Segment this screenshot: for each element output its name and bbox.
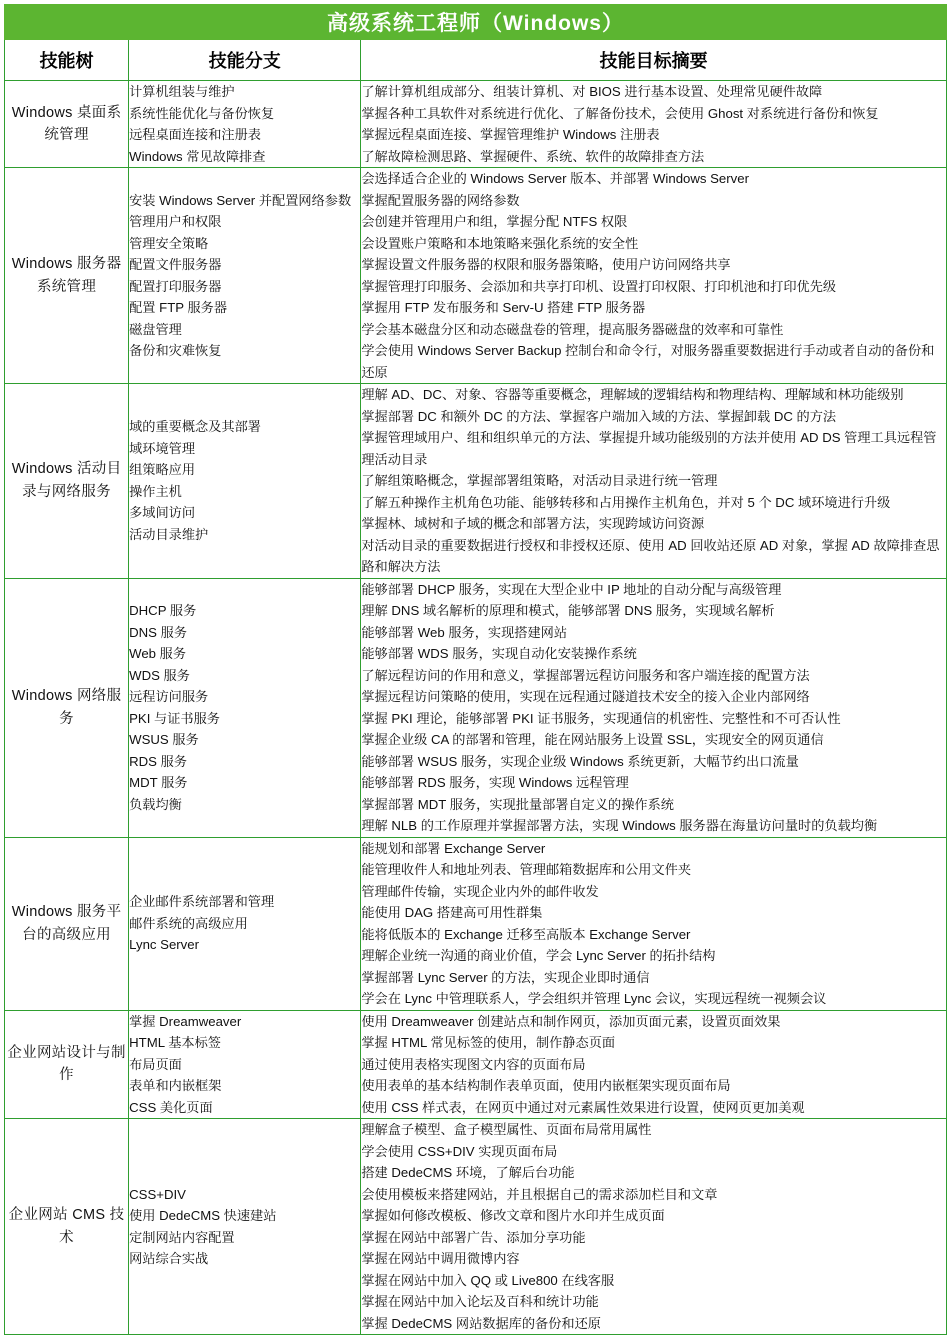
list-item: 操作主机 <box>129 483 182 499</box>
skill-branch-list <box>129 1010 361 1119</box>
list-item: 能将低版本的 Exchange 迁移至高版本 Exchange Server <box>361 926 691 942</box>
list-item: 备份和灾难恢复 <box>129 343 222 358</box>
list-item: 企业邮件系统部署和管理 <box>129 894 275 910</box>
list-item: 理解 DNS 域名解析的原理和模式，能够部署 DNS 服务，实现域名解析 <box>361 603 775 618</box>
branch-items <box>129 1011 360 1119</box>
list-item: 计算机组装与维护 <box>129 84 235 99</box>
list-item: 掌握企业级 CA 的部署和管理，能在网站服务上设置 SSL，实现安全的网页通信 <box>361 732 824 747</box>
list-item: 多域间访问 <box>129 505 196 521</box>
list-item: 能够部署 DHCP 服务，实现在大型企业中 IP 地址的自动分配与高级管理 <box>361 581 782 597</box>
list-item: 磁盘管理 <box>129 321 182 337</box>
goal-items <box>361 579 946 837</box>
list-item: 了解组策略概念，掌握部署组策略，对活动目录进行统一管理 <box>361 473 718 488</box>
list-item: 学会基本磁盘分区和动态磁盘卷的管理，提高服务器磁盘的效率和可靠性 <box>361 321 784 337</box>
skill-branch-list <box>129 837 361 1010</box>
skill-branch-list <box>129 384 361 579</box>
list-item: 管理邮件传输，实现企业内外的邮件收发 <box>361 883 599 899</box>
list-item: 掌握在网站中调用微博内容 <box>361 1251 520 1266</box>
header-skill-goal: 技能目标摘要 <box>361 40 947 81</box>
list-item: 使用 DedeCMS 快速建站 <box>129 1208 277 1223</box>
list-item: 了解故障检测思路、掌握硬件、系统、软件的故障排查方法 <box>361 148 705 164</box>
goal-items <box>361 1119 946 1334</box>
list-item: RDS 服务 <box>129 753 188 769</box>
branch-items <box>129 1184 360 1270</box>
skill-branch-list <box>129 1119 361 1335</box>
list-item: PKI 与证书服务 <box>129 710 220 726</box>
skill-branch-list <box>129 81 361 168</box>
list-item: CSS 美化页面 <box>129 1099 213 1115</box>
skill-goal-list <box>361 837 947 1010</box>
list-item: 组策略应用 <box>129 462 196 478</box>
branch-items <box>129 190 360 362</box>
list-item: 掌握如何修改模板、修改文章和图片水印并生成页面 <box>361 1208 665 1223</box>
skill-goal-list <box>361 1010 947 1119</box>
list-item: 掌握管理打印服务、会添加和共享打印机、设置打印权限、打印机池和打印优先级 <box>361 278 837 294</box>
list-item: 定制网站内容配置 <box>129 1229 235 1245</box>
list-item: 学会使用 CSS+DIV 实现页面布局 <box>361 1143 558 1159</box>
goal-items <box>361 81 946 167</box>
skill-branch-list <box>129 168 361 384</box>
branch-items <box>129 600 360 815</box>
list-item: 会使用模板来搭建网站，并且根据自己的需求添加栏目和文章 <box>361 1186 718 1202</box>
header-skill-branch: 技能分支 <box>129 40 361 81</box>
list-item: Web 服务 <box>129 646 187 661</box>
page-title: 高级系统工程师（Windows） <box>5 5 947 40</box>
skill-tree-name: Windows 服务平台的高级应用 <box>5 837 129 1010</box>
list-item: 掌握在网站中加入 QQ 或 Live800 在线客服 <box>361 1272 615 1288</box>
list-item: WSUS 服务 <box>129 732 199 747</box>
list-item: 掌握在网站中加入论坛及百科和统计功能 <box>361 1294 599 1309</box>
list-item: CSS+DIV <box>129 1186 186 1202</box>
goal-items <box>361 168 946 383</box>
list-item: 掌握用 FTP 发布服务和 Serv-U 搭建 FTP 服务器 <box>361 300 646 315</box>
list-item: 掌握管理域用户、组和组织单元的方法、掌握提升域功能级别的方法并使用 AD DS 管理工具远程管理活动目录 <box>361 430 937 467</box>
goal-items <box>361 838 946 1010</box>
table-row <box>5 168 947 384</box>
list-item: 远程访问服务 <box>129 689 209 704</box>
list-item: 掌握设置文件服务器的权限和服务器策略，使用户访问网络共享 <box>361 257 731 272</box>
table-row <box>5 837 947 1010</box>
list-item: 表单和内嵌框架 <box>129 1078 222 1093</box>
list-item: 配置 FTP 服务器 <box>129 300 228 315</box>
list-item: 掌握远程桌面连接、掌握管理维护 Windows 注册表 <box>361 127 660 142</box>
list-item: 搭建 DedeCMS 环境，了解后台功能 <box>361 1165 575 1180</box>
skill-tree-name: Windows 桌面系统管理 <box>5 81 129 168</box>
table-row <box>5 1010 947 1119</box>
list-item: MDT 服务 <box>129 775 188 790</box>
list-item: 域的重要概念及其部署 <box>129 419 261 435</box>
skill-goal-list <box>361 578 947 837</box>
list-item: Lync Server <box>129 937 199 953</box>
skill-tree-name: Windows 网络服务 <box>5 578 129 837</box>
list-item: 掌握 HTML 常见标签的使用，制作静态页面 <box>361 1035 616 1050</box>
list-item: 掌握林、域树和子域的概念和部署方法，实现跨域访问资源 <box>361 516 705 531</box>
table-row <box>5 1119 947 1335</box>
list-item: WDS 服务 <box>129 667 190 683</box>
list-item: 安装 Windows Server 并配置网络参数 <box>129 192 352 208</box>
list-item: 掌握 DedeCMS 网站数据库的备份和还原 <box>361 1315 601 1331</box>
list-item: 学会使用 Windows Server Backup 控制台和命令行，对服务器重要数据进行手动或者自动的备份和还原 <box>361 343 935 380</box>
list-item: 对活动目录的重要数据进行授权和非授权还原、使用 AD 回收站还原 AD 对象，掌握 AD 故障排查思路和解决方法 <box>361 537 940 574</box>
list-item: 活动目录维护 <box>129 526 209 542</box>
skill-goal-list <box>361 1119 947 1335</box>
list-item: 会设置账户策略和本地策略来强化系统的安全性 <box>361 235 639 251</box>
list-item: 掌握部署 DC 和额外 DC 的方法、掌握客户端加入域的方法、掌握卸载 DC 的方法 <box>361 408 837 424</box>
list-item: 理解企业统一沟通的商业价值，学会 Lync Server 的拓扑结构 <box>361 948 716 963</box>
list-item: 会选择适合企业的 Windows Server 版本、并部署 Windows Server <box>361 171 749 186</box>
list-item: 能使用 DAG 搭建高可用性群集 <box>361 905 543 920</box>
skill-tree-name: 企业网站 CMS 技术 <box>5 1119 129 1335</box>
list-item: 配置文件服务器 <box>129 257 222 272</box>
list-item: 掌握远程访问策略的使用，实现在远程通过隧道技术安全的接入企业内部网络 <box>361 689 810 704</box>
list-item: 学会在 Lync 中管理联系人，学会组织并管理 Lync 会议，实现远程统一视频会议 <box>361 991 827 1006</box>
skill-goal-list <box>361 168 947 384</box>
skill-tree-name: Windows 活动目录与网络服务 <box>5 384 129 579</box>
goal-items <box>361 384 946 578</box>
list-item: 能够部署 WSUS 服务，实现企业级 Windows 系统更新，大幅节约出口流量 <box>361 753 799 769</box>
list-item: 掌握部署 Lync Server 的方法，实现企业即时通信 <box>361 969 650 985</box>
list-item: 通过使用表格实现图文内容的页面布局 <box>361 1056 586 1072</box>
branch-items <box>129 416 360 545</box>
goal-items <box>361 1011 946 1119</box>
table-title-row <box>5 5 947 40</box>
list-item: 系统性能优化与备份恢复 <box>129 105 275 121</box>
list-item: 使用 Dreamweaver 创建站点和制作网页，添加页面元素，设置页面效果 <box>361 1013 781 1029</box>
list-item: 负载均衡 <box>129 796 182 812</box>
header-skill-tree: 技能树 <box>5 40 129 81</box>
list-item: 掌握在网站中部署广告、添加分享功能 <box>361 1229 586 1245</box>
list-item: 使用表单的基本结构制作表单页面，使用内嵌框架实现页面布局 <box>361 1078 731 1093</box>
table-row <box>5 578 947 837</box>
list-item: 布局页面 <box>129 1056 182 1072</box>
skill-branch-list <box>129 578 361 837</box>
list-item: 了解远程访问的作用和意义，掌握部署远程访问服务和客户端连接的配置方法 <box>361 667 810 683</box>
list-item: 配置打印服务器 <box>129 278 222 294</box>
list-item: 掌握 PKI 理论，能够部署 PKI 证书服务，实现通信的机密性、完整性和不可否认性 <box>361 710 841 726</box>
list-item: 会创建并管理用户和组，掌握分配 NTFS 权限 <box>361 214 628 229</box>
skill-goal-list <box>361 81 947 168</box>
list-item: 了解五种操作主机角色功能、能够转移和占用操作主机角色，并对 5 个 DC 域环境进行升级 <box>361 494 891 510</box>
branch-items <box>129 81 360 167</box>
list-item: 能够部署 WDS 服务，实现自动化安装操作系统 <box>361 646 637 661</box>
list-item: 管理用户和权限 <box>129 214 222 229</box>
skill-table <box>4 4 947 1335</box>
list-item: 网站综合实战 <box>129 1251 209 1266</box>
list-item: DNS 服务 <box>129 624 188 640</box>
list-item: 能够部署 RDS 服务，实现 Windows 远程管理 <box>361 775 629 790</box>
table-header-row <box>5 40 947 81</box>
list-item: 管理安全策略 <box>129 235 209 251</box>
skill-tree-name: Windows 服务器系统管理 <box>5 168 129 384</box>
list-item: 掌握各种工具软件对系统进行优化、了解备份技术，会使用 Ghost 对系统进行备份和恢复 <box>361 105 879 121</box>
table-row <box>5 384 947 579</box>
list-item: 邮件系统的高级应用 <box>129 915 248 931</box>
list-item: Windows 常见故障排查 <box>129 148 266 164</box>
table-row <box>5 81 947 168</box>
skill-tree-name: 企业网站设计与制作 <box>5 1010 129 1119</box>
list-item: 远程桌面连接和注册表 <box>129 127 261 142</box>
list-item: 理解盒子模型、盒子模型属性、页面布局常用属性 <box>361 1122 652 1137</box>
list-item: 能规划和部署 Exchange Server <box>361 840 546 856</box>
list-item: 掌握配置服务器的网络参数 <box>361 192 520 208</box>
list-item: 掌握 Dreamweaver <box>129 1013 242 1029</box>
list-item: DHCP 服务 <box>129 603 197 618</box>
list-item: 能管理收件人和地址列表、管理邮箱数据库和公用文件夹 <box>361 862 692 877</box>
list-item: 域环境管理 <box>129 440 196 456</box>
list-item: 掌握部署 MDT 服务，实现批量部署自定义的操作系统 <box>361 796 674 812</box>
branch-items <box>129 891 360 956</box>
list-item: 了解计算机组成部分、组装计算机、对 BIOS 进行基本设置、处理常见硬件故障 <box>361 84 823 99</box>
skill-goal-list <box>361 384 947 579</box>
list-item: 理解 AD、DC、对象、容器等重要概念，理解域的逻辑结构和物理结构、理解域和林功能级别 <box>361 387 904 402</box>
list-item: HTML 基本标签 <box>129 1035 221 1050</box>
list-item: 理解 NLB 的工作原理并掌握部署方法，实现 Windows 服务器在海量访问量时的负载均衡 <box>361 818 878 833</box>
list-item: 能够部署 Web 服务，实现搭建网站 <box>361 624 568 640</box>
list-item: 使用 CSS 样式表，在网页中通过对元素属性效果进行设置，使网页更加美观 <box>361 1099 805 1115</box>
